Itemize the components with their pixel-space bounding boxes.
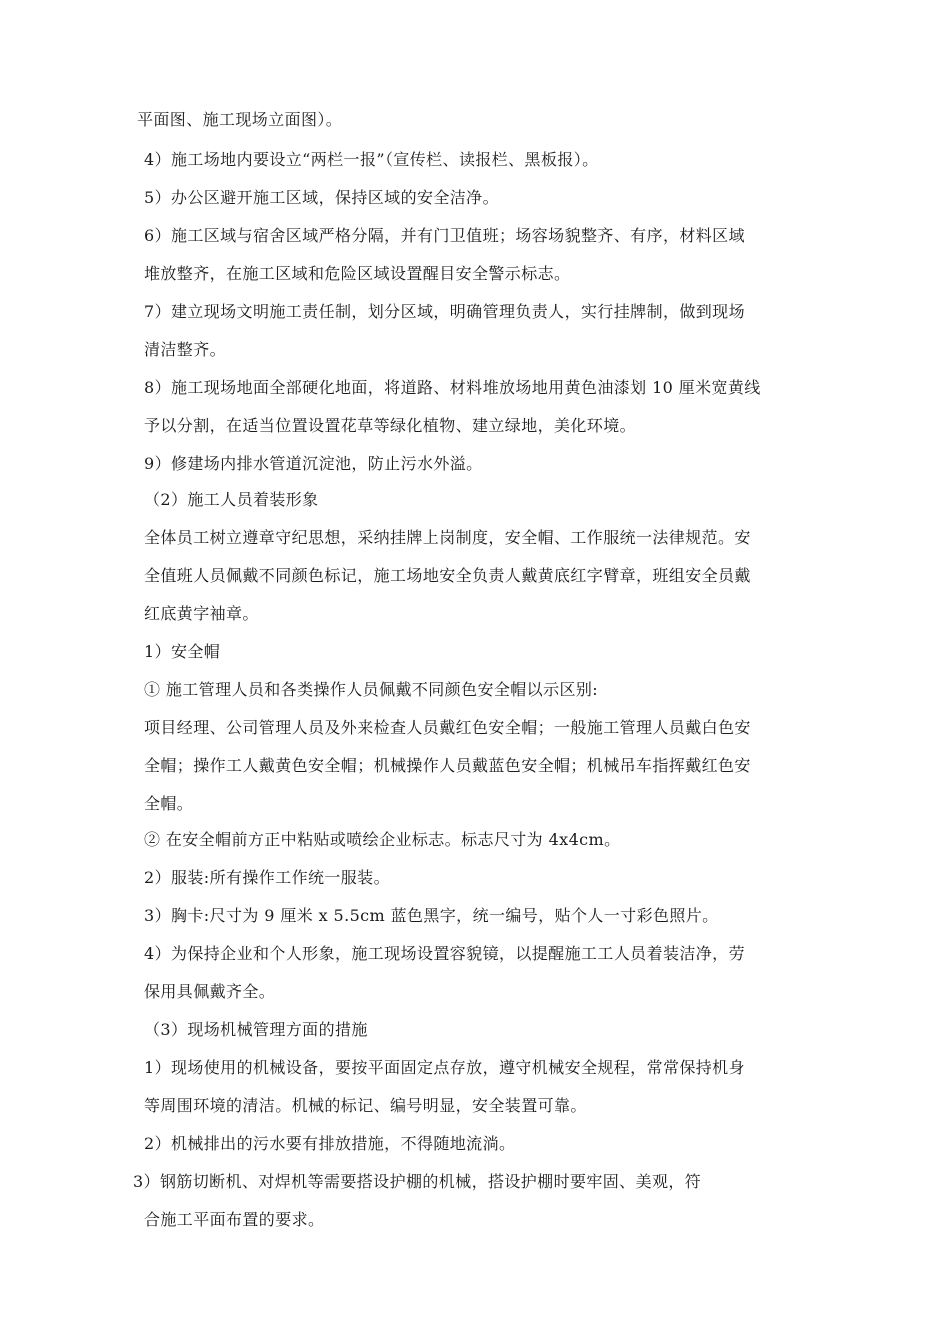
- text-line: 全体员工树立遵章守纪思想，采纳挂牌上岗制度，安全帽、工作服统一法律规范。安: [144, 528, 751, 547]
- text-line: 3）胸卡:尺寸为 9 厘米 x 5.5cm 蓝色黑字，统一编号，贴个人一寸彩色照片。: [144, 906, 719, 925]
- text-line: 等周围环境的清洁。机械的标记、编号明显，安全装置可靠。: [144, 1096, 587, 1115]
- text-line: 6）施工区域与宿舍区域严格分隔，并有门卫值班；场容场貌整齐、有序，材料区域: [144, 226, 745, 245]
- text-line: 2）服装:所有操作工作统一服装。: [144, 868, 390, 887]
- text-line: 4）为保持企业和个人形象，施工现场设置容貌镜，以提醒施工工人员着装洁净，劳: [144, 944, 745, 963]
- text-line: 全帽；操作工人戴黄色安全帽；机械操作人员戴蓝色安全帽；机械吊车指挥戴红色安: [144, 756, 751, 775]
- text-line: 合施工平面布置的要求。: [144, 1210, 325, 1229]
- section-heading: （3）现场机械管理方面的措施: [144, 1020, 368, 1039]
- text-line: ① 施工管理人员和各类操作人员佩戴不同颜色安全帽以示区别:: [144, 680, 599, 699]
- text-line: 全帽。: [144, 794, 194, 813]
- text-line: 4）施工场地内要设立“两栏一报”（宣传栏、读报栏、黑板报）。: [144, 150, 599, 169]
- text-line: 全值班人员佩戴不同颜色标记，施工场地安全负责人戴黄底红字臂章，班组安全员戴: [144, 566, 751, 585]
- text-line: 2）机械排出的污水要有排放措施，不得随地流淌。: [144, 1134, 516, 1153]
- text-line: 8）施工现场地面全部硬化地面，将道路、材料堆放场地用黄色油漆划 10 厘米宽黄线: [144, 378, 761, 397]
- text-line: 5）办公区避开施工区域，保持区域的安全洁净。: [144, 188, 499, 207]
- section-heading: （2）施工人员着装形象: [144, 490, 319, 509]
- text-line: 1）安全帽: [144, 642, 221, 661]
- text-line: 予以分割，在适当位置设置花草等绿化植物、建立绿地，美化环境。: [144, 416, 637, 435]
- text-line: 项目经理、公司管理人员及外来检查人员戴红色安全帽；一般施工管理人员戴白色安: [144, 718, 751, 737]
- text-line: 堆放整齐，在施工区域和危险区域设置醒目安全警示标志。: [144, 264, 571, 283]
- text-line: 7）建立现场文明施工责任制，划分区域，明确管理负责人，实行挂牌制，做到现场: [144, 302, 745, 321]
- text-line: 9）修建场内排水管道沉淀池，防止污水外溢。: [144, 454, 483, 473]
- text-line: 3）钢筋切断机、对焊机等需要搭设护棚的机械，搭设护棚时要牢固、美观，符: [133, 1172, 702, 1191]
- text-line: 平面图、施工现场立面图）。: [137, 110, 343, 129]
- text-line: 保用具佩戴齐全。: [144, 982, 276, 1001]
- text-line: 清洁整齐。: [144, 340, 227, 359]
- text-line: 1）现场使用的机械设备，要按平面固定点存放，遵守机械安全规程，常常保持机身: [144, 1058, 745, 1077]
- text-line: ② 在安全帽前方正中粘贴或喷绘企业标志。标志尺寸为 4x4cm。: [144, 830, 621, 849]
- text-line: 红底黄字袖章。: [144, 604, 259, 623]
